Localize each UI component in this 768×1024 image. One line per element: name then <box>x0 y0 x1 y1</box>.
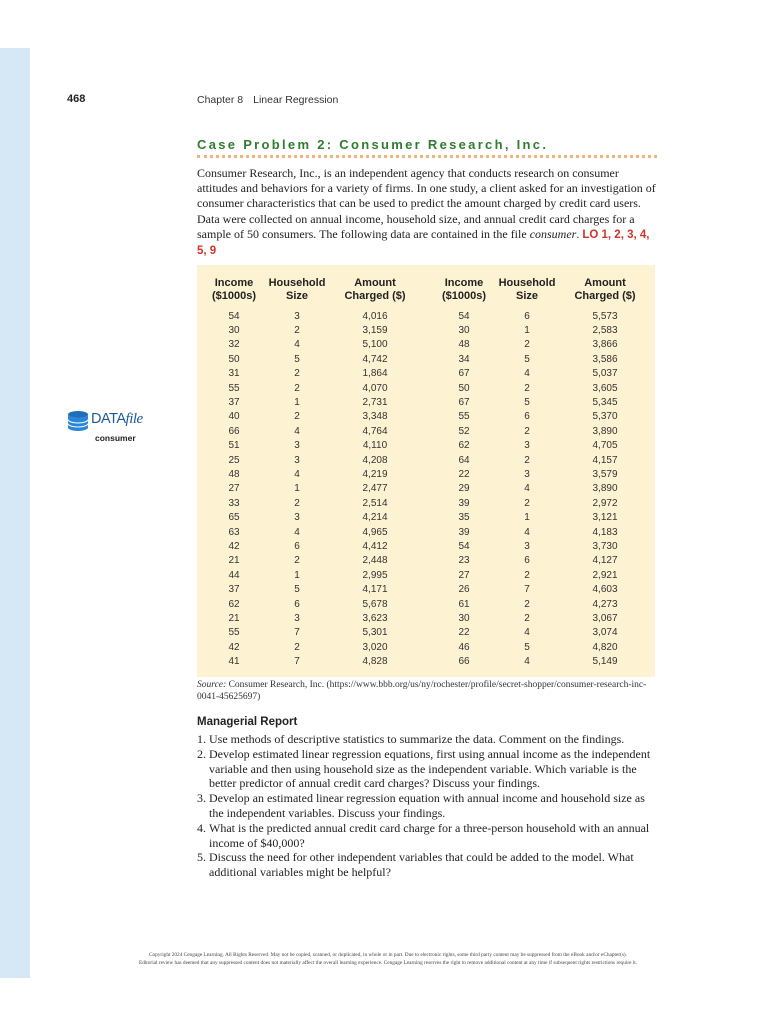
table-row <box>205 611 419 625</box>
cell-amount-charged: 3,890 <box>592 483 618 495</box>
table-row <box>435 309 649 323</box>
table-row <box>435 496 649 510</box>
page-margin-strip <box>0 48 30 978</box>
cell-amount-charged: 4,603 <box>592 584 618 596</box>
table-row <box>205 453 419 467</box>
cell-household-size: 6 <box>294 598 300 610</box>
cell-household-size: 3 <box>294 512 300 524</box>
cell-income: 67 <box>458 397 470 409</box>
table-row <box>205 654 419 668</box>
header-household-size: Household Size <box>498 277 556 302</box>
report-item-number: 5. <box>197 850 206 865</box>
report-item-text: Discuss the need for other independent variables that could be added to the model. What additional variables might be helpful? <box>209 850 634 880</box>
table-row <box>435 453 649 467</box>
table-row <box>435 381 649 395</box>
cell-income: 35 <box>458 512 470 524</box>
table-row <box>435 467 649 481</box>
report-heading: Managerial Report <box>197 716 298 728</box>
cell-amount-charged: 4,965 <box>362 526 388 538</box>
section-label: Linear Regression <box>253 94 339 106</box>
table-row <box>205 640 419 654</box>
table-row <box>205 424 419 438</box>
cell-household-size: 2 <box>524 454 530 466</box>
table-row <box>435 582 649 596</box>
cell-amount-charged: 3,623 <box>362 612 388 624</box>
case-intro: Consumer Research, Inc., is an independent agency that conducts research on consumer attitudes and behaviors for a variety of firms. In one study, a client asked for an investigation of consumer characteristics that can be used to predict the amount charged by credit card users. Data were collected on annual income, household size, and annual credit card charges for a sample of 50 consumers. The following data are contained in the file consumer. LO 1, 2, 3, 4, 5, 9 <box>197 166 656 258</box>
cell-household-size: 1 <box>294 483 300 495</box>
cell-income: 27 <box>228 483 240 495</box>
cell-income: 37 <box>228 584 240 596</box>
cell-amount-charged: 4,183 <box>592 526 618 538</box>
cell-amount-charged: 4,171 <box>362 584 388 596</box>
cell-household-size: 2 <box>294 497 300 509</box>
cell-income: 30 <box>458 325 470 337</box>
copyright-line-1: Copyright 2024 Cengage Learning. All Rights Reserved. May not be copied, scanned, or duplicated, in whole or in part. Due to electronic rights, some third party content may be suppressed from the eBook and/or eChapter(s). <box>148 952 628 958</box>
cell-amount-charged: 5,301 <box>362 627 388 639</box>
table-row <box>435 611 649 625</box>
cell-income: 31 <box>228 368 240 380</box>
cell-amount-charged: 2,921 <box>592 569 618 581</box>
cell-household-size: 4 <box>524 656 530 668</box>
data-table-right <box>435 277 649 669</box>
cell-amount-charged: 3,605 <box>592 382 618 394</box>
report-list <box>197 732 657 880</box>
cell-income: 33 <box>228 497 240 509</box>
source-label: Source: <box>197 680 227 690</box>
report-item-number: 4. <box>197 820 206 835</box>
cell-household-size: 1 <box>524 512 530 524</box>
cell-income: 21 <box>228 555 240 567</box>
cell-amount-charged: 4,110 <box>362 440 388 452</box>
report-item-text: Develop estimated linear regression equations, first using annual income as the independent variable and then using household size as the independent variable. Which variable is the better predictor of annual credit card charges? Discuss your findings. <box>209 746 651 791</box>
table-row <box>435 640 649 654</box>
header-amount-charged: Amount Charged ($) <box>574 277 636 302</box>
cell-amount-charged: 4,412 <box>362 540 388 552</box>
table-row <box>435 338 649 352</box>
table-row <box>205 568 419 582</box>
table-row <box>435 352 649 366</box>
report-item <box>197 732 657 747</box>
table-row <box>205 410 419 424</box>
cell-household-size: 4 <box>524 627 530 639</box>
cell-household-size: 4 <box>294 526 300 538</box>
cell-household-size: 3 <box>524 468 530 480</box>
cell-household-size: 3 <box>294 454 300 466</box>
cell-income: 29 <box>458 483 470 495</box>
cell-income: 61 <box>458 598 470 610</box>
table-row <box>435 482 649 496</box>
report-item-number: 1. <box>197 732 206 746</box>
cell-household-size: 2 <box>294 411 300 423</box>
cell-amount-charged: 2,448 <box>362 555 388 567</box>
table-row <box>205 510 419 524</box>
intro-text: Consumer Research, Inc., is an independent agency that conducts research on consumer attitudes and behaviors for a variety of firms. In one study, a client asked for an investigation of consumer characteristics that can be used to predict the amount charged by credit card users. Data were collected on annual income, household size, and annual credit card charges for a sample of 50 consumers. The following data are contained in the file <box>197 166 656 241</box>
cell-amount-charged: 4,820 <box>592 641 618 653</box>
table-row <box>435 367 649 381</box>
report-item-number: 2. <box>197 746 206 761</box>
cell-amount-charged: 3,890 <box>592 425 618 437</box>
cell-household-size: 3 <box>294 440 300 452</box>
cell-household-size: 6 <box>524 411 530 423</box>
cell-household-size: 2 <box>524 598 530 610</box>
cell-household-size: 7 <box>524 584 530 596</box>
table-row <box>435 597 649 611</box>
table-row <box>205 582 419 596</box>
header-household-size: Household Size <box>268 277 326 302</box>
datafile-label <box>91 411 143 428</box>
header-income: Income ($1000s) <box>441 277 487 302</box>
cell-household-size: 2 <box>524 425 530 437</box>
cell-income: 40 <box>228 411 240 423</box>
intro-file-name: consumer <box>529 226 577 241</box>
cell-income: 22 <box>458 468 470 480</box>
table-row <box>435 654 649 668</box>
cell-household-size: 2 <box>294 368 300 380</box>
table-row <box>205 381 419 395</box>
cell-amount-charged: 5,573 <box>592 310 618 322</box>
cell-amount-charged: 3,159 <box>362 325 388 337</box>
cell-amount-charged: 4,273 <box>592 598 618 610</box>
cell-income: 65 <box>228 512 240 524</box>
cell-amount-charged: 5,678 <box>362 598 388 610</box>
cell-income: 48 <box>228 468 240 480</box>
cell-income: 30 <box>228 325 240 337</box>
cell-income: 30 <box>458 612 470 624</box>
cell-household-size: 2 <box>294 325 300 337</box>
cell-household-size: 7 <box>294 627 300 639</box>
learning-objectives: LO 1, 2, 3, 4, 5, 9 <box>197 228 650 258</box>
table-body-right <box>435 309 649 669</box>
cell-household-size: 3 <box>294 310 300 322</box>
title-divider <box>197 155 657 158</box>
cell-household-size: 4 <box>294 468 300 480</box>
table-row <box>205 496 419 510</box>
cell-amount-charged: 4,070 <box>362 382 388 394</box>
cell-income: 37 <box>228 397 240 409</box>
table-header-row <box>205 277 419 309</box>
table-row <box>435 410 649 424</box>
datafile-badge[interactable] <box>67 409 162 449</box>
report-item-number: 3. <box>197 791 206 806</box>
chapter-label: Chapter 8 <box>197 94 244 106</box>
report-item <box>197 747 657 791</box>
cell-amount-charged: 5,370 <box>592 411 618 423</box>
cell-household-size: 5 <box>524 641 530 653</box>
table-row <box>435 626 649 640</box>
cell-household-size: 2 <box>524 497 530 509</box>
report-item-text: Develop an estimated linear regression equation with annual income and household size as the independent variables. Discuss your findings. <box>209 791 645 820</box>
consumer-data-table-right <box>435 277 649 669</box>
cell-income: 26 <box>458 584 470 596</box>
cell-household-size: 3 <box>524 440 530 452</box>
cell-income: 27 <box>458 569 470 581</box>
cell-income: 34 <box>458 353 470 365</box>
cell-household-size: 2 <box>524 569 530 581</box>
table-row <box>435 424 649 438</box>
cell-income: 52 <box>458 425 470 437</box>
cell-household-size: 2 <box>524 612 530 624</box>
cell-household-size: 3 <box>524 540 530 552</box>
cell-income: 62 <box>458 440 470 452</box>
cell-household-size: 5 <box>524 397 530 409</box>
cell-household-size: 5 <box>294 353 300 365</box>
database-icon <box>67 410 89 432</box>
table-row <box>435 568 649 582</box>
cell-income: 22 <box>458 627 470 639</box>
table-row <box>435 554 649 568</box>
cell-income: 62 <box>228 598 240 610</box>
cell-income: 32 <box>228 339 240 351</box>
table-row <box>435 395 649 409</box>
cell-income: 55 <box>458 411 470 423</box>
cell-income: 54 <box>458 540 470 552</box>
cell-income: 50 <box>458 382 470 394</box>
cell-amount-charged: 4,219 <box>362 468 388 480</box>
cell-amount-charged: 3,067 <box>592 612 618 624</box>
cell-household-size: 7 <box>294 656 300 668</box>
report-item <box>197 791 657 821</box>
data-table-panel <box>197 265 655 677</box>
cell-household-size: 2 <box>294 382 300 394</box>
data-table-left <box>205 277 419 669</box>
cell-household-size: 5 <box>294 584 300 596</box>
cell-household-size: 2 <box>524 382 530 394</box>
case-title: Case Problem 2: Consumer Research, Inc. <box>197 137 549 152</box>
cell-household-size: 1 <box>294 569 300 581</box>
report-item-text: What is the predicted annual credit card charge for a three-person household with an annual income of $40,000? <box>209 820 650 850</box>
cell-amount-charged: 3,020 <box>362 641 388 653</box>
copyright-line-2: Editorial review has deemed that any suppressed content does not materially affect the overall learning experience. Cengage Learning reserves the right to remove additional content at any time if subsequent rights restrictions require it. <box>138 959 638 966</box>
cell-amount-charged: 2,731 <box>362 397 388 409</box>
report-item <box>197 850 657 880</box>
cell-income: 66 <box>458 656 470 668</box>
table-row <box>435 439 649 453</box>
table-header-row <box>435 277 649 309</box>
cell-household-size: 3 <box>294 612 300 624</box>
cell-amount-charged: 3,074 <box>592 627 618 639</box>
cell-income: 42 <box>228 641 240 653</box>
cell-household-size: 4 <box>524 368 530 380</box>
datafile-name: consumer <box>95 433 136 443</box>
cell-household-size: 6 <box>294 540 300 552</box>
cell-household-size: 4 <box>294 339 300 351</box>
cell-amount-charged: 3,579 <box>592 468 618 480</box>
table-row <box>205 352 419 366</box>
cell-income: 42 <box>228 540 240 552</box>
cell-income: 54 <box>228 310 240 322</box>
cell-income: 39 <box>458 526 470 538</box>
cell-income: 64 <box>458 454 470 466</box>
consumer-data-table-left <box>205 277 419 669</box>
cell-amount-charged: 5,100 <box>362 339 388 351</box>
table-row <box>205 554 419 568</box>
table-row <box>205 482 419 496</box>
cell-amount-charged: 3,866 <box>592 339 618 351</box>
cell-amount-charged: 5,149 <box>592 656 618 668</box>
datafile-label-file: file <box>125 411 143 427</box>
cell-household-size: 5 <box>524 353 530 365</box>
cell-income: 55 <box>228 627 240 639</box>
cell-amount-charged: 4,705 <box>592 440 618 452</box>
cell-household-size: 2 <box>294 641 300 653</box>
cell-amount-charged: 3,121 <box>592 512 618 524</box>
cell-income: 63 <box>228 526 240 538</box>
cell-amount-charged: 4,764 <box>362 425 388 437</box>
cell-household-size: 2 <box>294 555 300 567</box>
cell-household-size: 1 <box>294 397 300 409</box>
source-text: Consumer Research, Inc. (https://www.bbb.org/us/ny/rochester/profile/secret-shopper/consumer-research-inc-0041-45625697) <box>197 680 647 702</box>
cell-amount-charged: 1,864 <box>362 368 388 380</box>
cell-income: 51 <box>228 440 240 452</box>
cell-household-size: 4 <box>524 526 530 538</box>
cell-income: 25 <box>228 454 240 466</box>
table-row <box>205 309 419 323</box>
cell-household-size: 4 <box>524 483 530 495</box>
source-note <box>197 680 657 703</box>
cell-income: 55 <box>228 382 240 394</box>
cell-amount-charged: 2,583 <box>592 325 618 337</box>
table-body-left <box>205 309 419 669</box>
cell-amount-charged: 4,157 <box>592 454 618 466</box>
cell-income: 23 <box>458 555 470 567</box>
cell-income: 67 <box>458 368 470 380</box>
cell-income: 46 <box>458 641 470 653</box>
cell-amount-charged: 4,016 <box>362 310 388 322</box>
cell-income: 66 <box>228 425 240 437</box>
table-row <box>435 510 649 524</box>
header-income: Income ($1000s) <box>211 277 257 302</box>
cell-amount-charged: 4,214 <box>362 512 388 524</box>
table-row <box>205 539 419 553</box>
cell-amount-charged: 2,477 <box>362 483 388 495</box>
copyright-notice <box>70 952 706 967</box>
table-row <box>205 323 419 337</box>
report-item-text: Use methods of descriptive statistics to summarize the data. Comment on the findings. <box>209 732 625 746</box>
table-row <box>435 323 649 337</box>
running-head <box>197 94 338 106</box>
datafile-label-data: DATA <box>91 411 126 427</box>
cell-amount-charged: 5,345 <box>592 397 618 409</box>
table-row <box>205 525 419 539</box>
cell-amount-charged: 3,586 <box>592 353 618 365</box>
table-row <box>205 626 419 640</box>
table-row <box>435 539 649 553</box>
cell-amount-charged: 4,742 <box>362 353 388 365</box>
cell-income: 50 <box>228 353 240 365</box>
table-row <box>205 338 419 352</box>
table-row <box>205 467 419 481</box>
cell-income: 41 <box>228 656 240 668</box>
cell-amount-charged: 4,127 <box>592 555 618 567</box>
table-row <box>205 597 419 611</box>
cell-income: 44 <box>228 569 240 581</box>
cell-amount-charged: 5,037 <box>592 368 618 380</box>
table-row <box>205 395 419 409</box>
report-item <box>197 821 657 851</box>
cell-income: 21 <box>228 612 240 624</box>
cell-amount-charged: 2,972 <box>592 497 618 509</box>
page-number: 468 <box>67 93 86 105</box>
cell-amount-charged: 4,828 <box>362 656 388 668</box>
cell-income: 54 <box>458 310 470 322</box>
table-row <box>435 525 649 539</box>
cell-amount-charged: 4,208 <box>362 454 388 466</box>
cell-household-size: 6 <box>524 310 530 322</box>
cell-income: 48 <box>458 339 470 351</box>
cell-household-size: 6 <box>524 555 530 567</box>
table-row <box>205 439 419 453</box>
header-amount-charged: Amount Charged ($) <box>344 277 406 302</box>
cell-amount-charged: 3,730 <box>592 540 618 552</box>
cell-household-size: 1 <box>524 325 530 337</box>
cell-amount-charged: 2,995 <box>362 569 388 581</box>
cell-household-size: 2 <box>524 339 530 351</box>
cell-income: 39 <box>458 497 470 509</box>
cell-amount-charged: 2,514 <box>362 497 388 509</box>
cell-household-size: 4 <box>294 425 300 437</box>
table-row <box>205 367 419 381</box>
cell-amount-charged: 3,348 <box>362 411 388 423</box>
